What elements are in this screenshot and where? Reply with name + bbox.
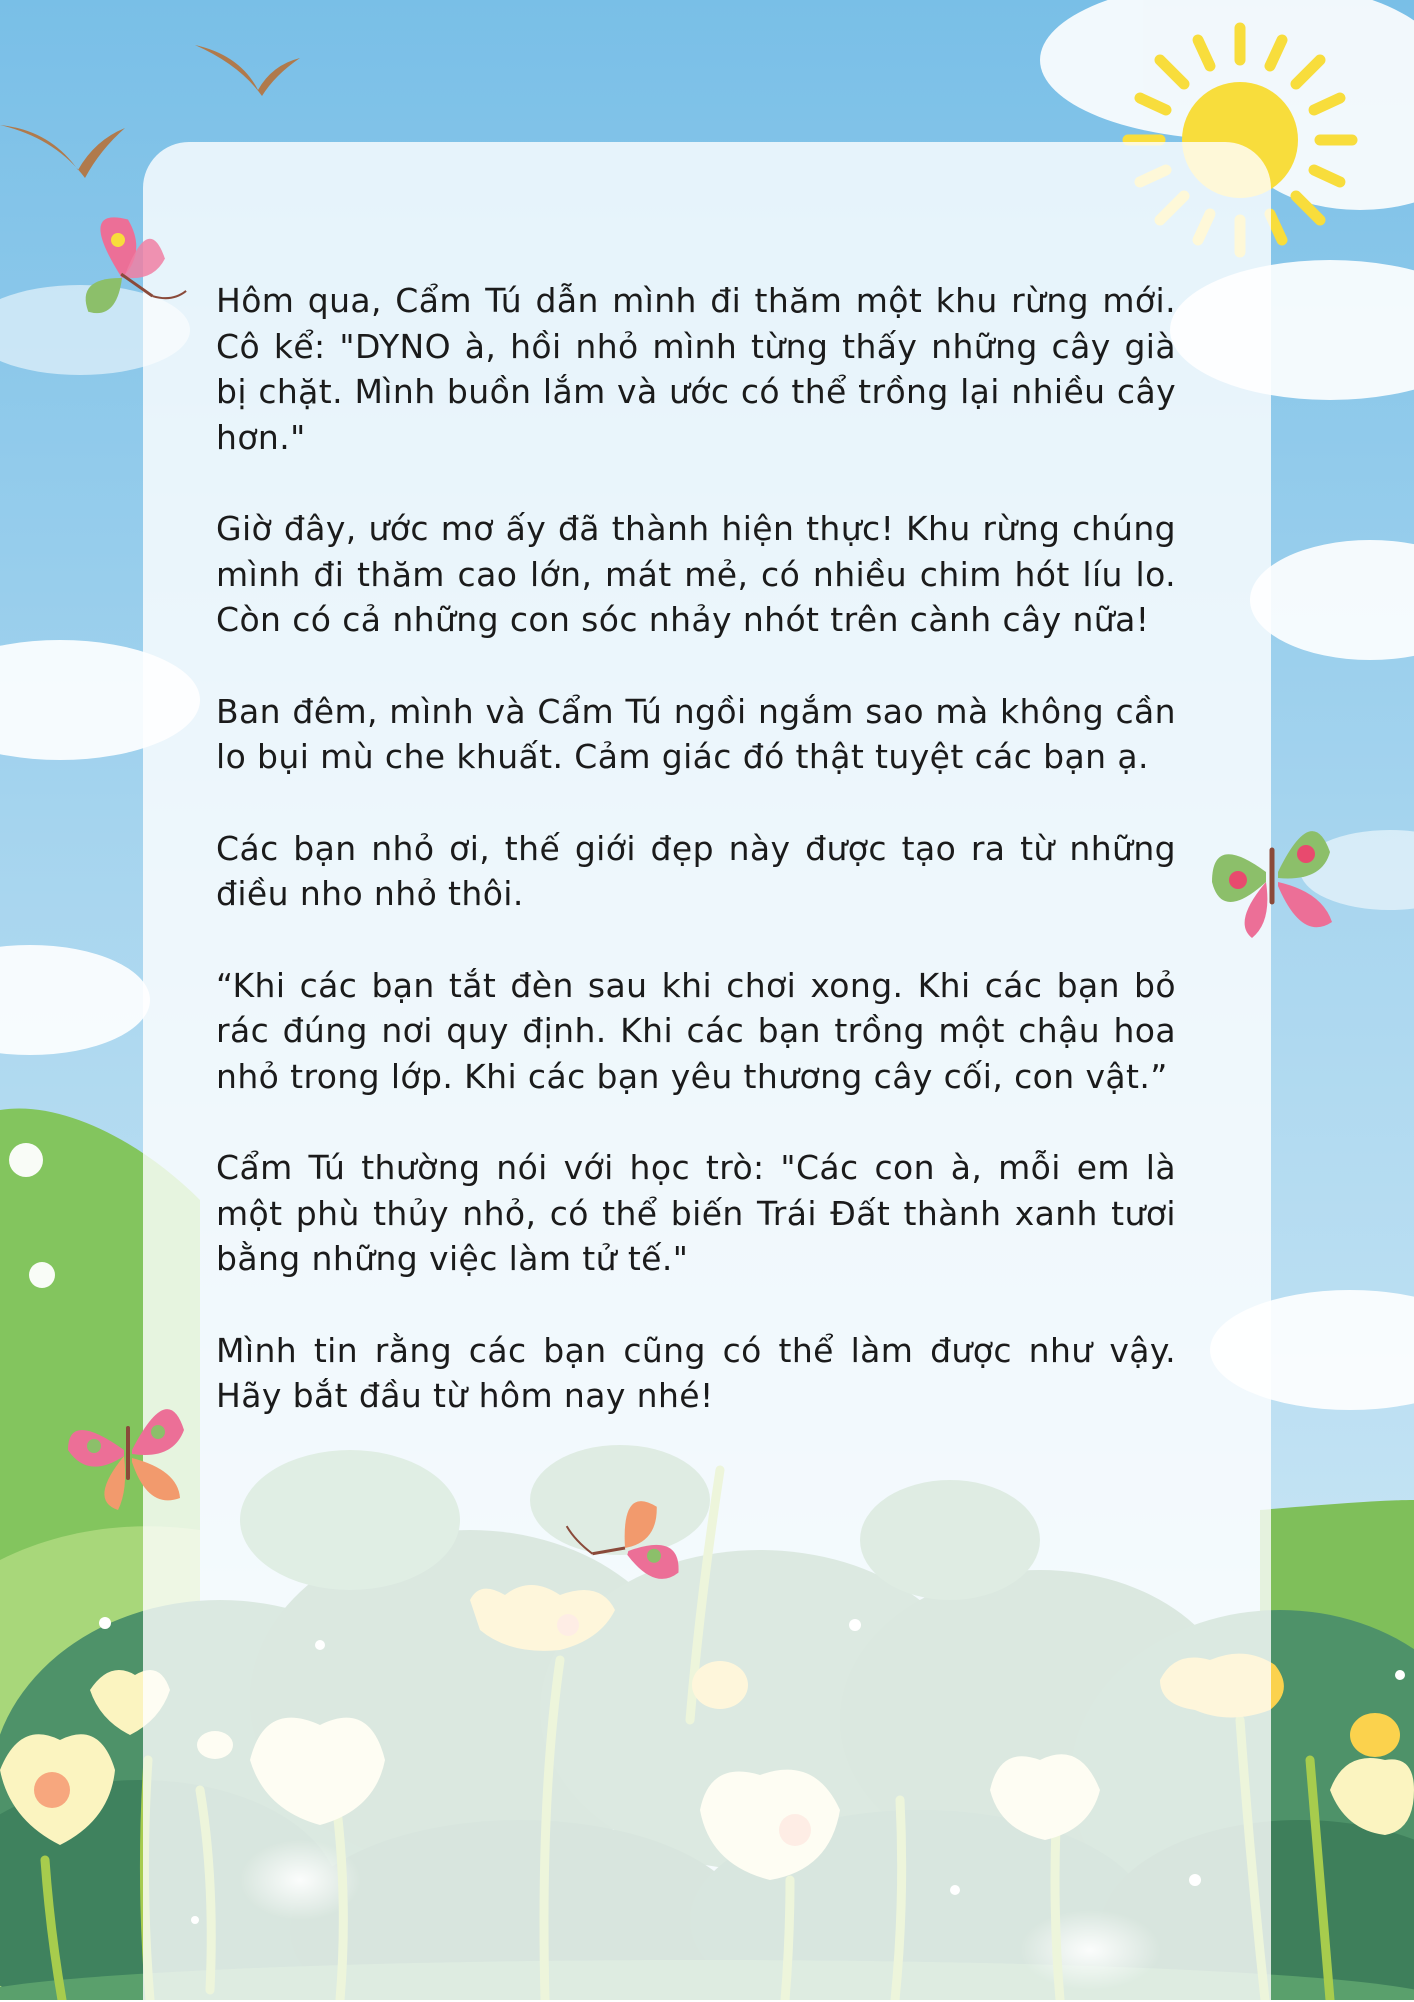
story-paragraph: Mình tin rằng các bạn cũng có thể làm được như vậy. Hãy bắt đầu từ hôm nay nhé! bbox=[216, 1330, 1176, 1415]
story-paragraph: Hôm qua, Cẩm Tú dẫn mình đi thăm một khu rừng mới. Cô kể: "DYNO à, hồi nhỏ mình từng thấy những cây già bị chặt. Mình buồn lắm và ước có thể trồng lại nhiều cây hơn." bbox=[216, 281, 1176, 457]
story-paragraph: Giờ đây, ước mơ ấy đã thành hiện thực! Khu rừng chúng mình đi thăm cao lớn, mát mẻ, có nhiều chim hót líu lo. Còn có cả những con sóc nhảy nhót trên cành cây nữa! bbox=[216, 509, 1176, 639]
story-text bbox=[216, 278, 1176, 1465]
story-paragraph: Ban đêm, mình và Cẩm Tú ngồi ngắm sao mà không cần lo bụi mù che khuất. Cảm giác đó thật tuyệt các bạn ạ. bbox=[216, 691, 1176, 776]
flower-bud bbox=[1350, 1713, 1400, 1757]
story-paragraph: Cẩm Tú thường nói với học trò: "Các con à, mỗi em là một phù thủy nhỏ, có thể biến Trái Đất thành xanh tươi bằng những việc làm tử tế." bbox=[216, 1148, 1176, 1278]
story-paragraph: “Khi các bạn tắt đèn sau khi chơi xong. Khi các bạn bỏ rác đúng nơi quy định. Khi các bạn trồng một chậu hoa nhỏ trong lớp. Khi các bạn yêu thương cây cối, con vật.” bbox=[216, 965, 1176, 1096]
story-paragraph: Các bạn nhỏ ơi, thế giới đẹp này được tạo ra từ những điều nho nhỏ thôi. bbox=[216, 828, 1176, 913]
